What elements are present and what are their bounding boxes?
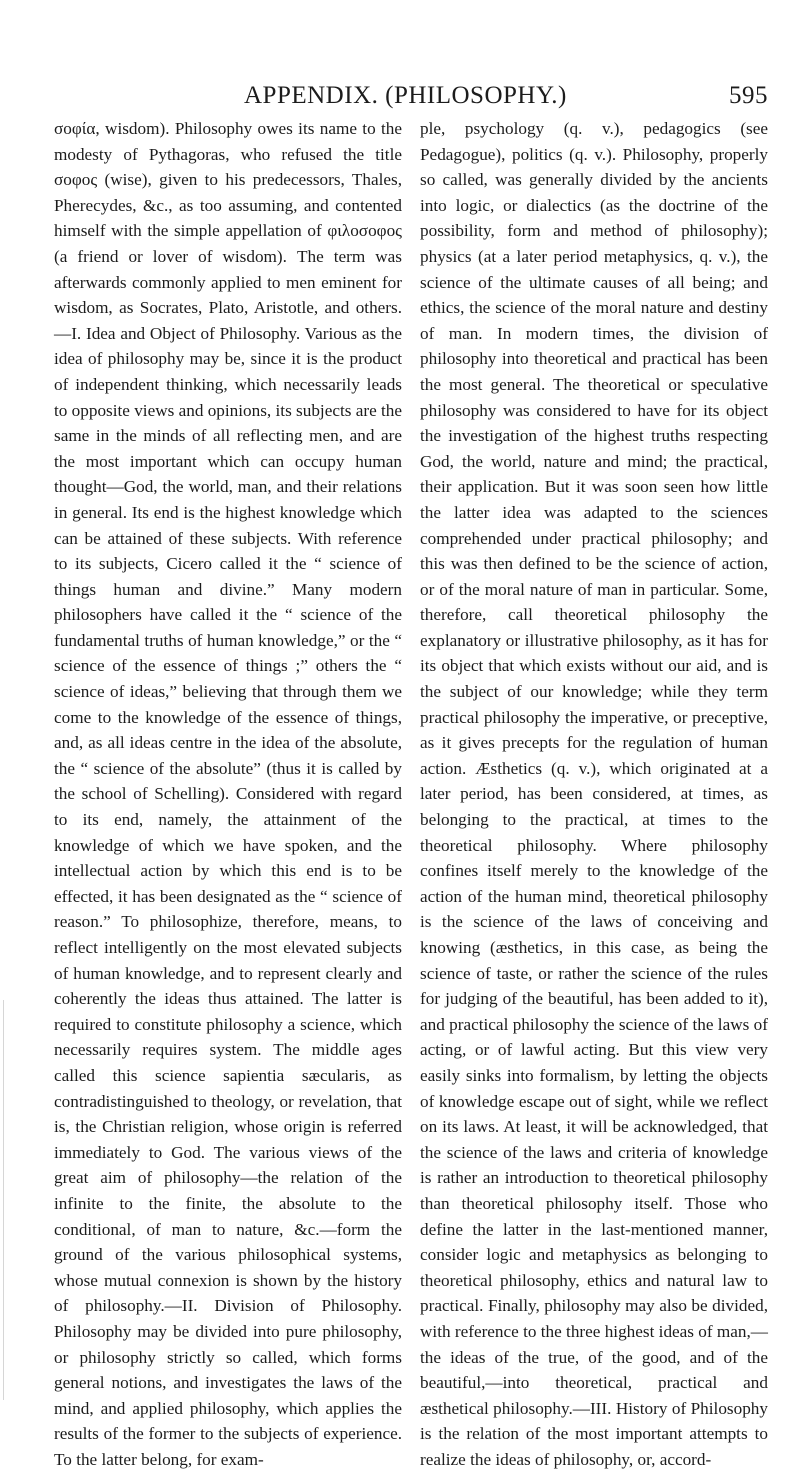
right-column-text: ple, psychology (q. v.), pedagogics (see Pedagogue), politics (q. v.). Philosophy, properly so called, was generally divided by the ancients into logic, or dialectics (as the doctrine of the possibility, form and method of philosophy); physics (at a later period metaphysics, q. v.), the science of the ultimate causes of all being; and ethics, the science of the moral nature and destiny of man. In modern times, the division of philosophy into theoretical and practical has been the most general. The theoretical or speculative philosophy was considered to have for its object the investigation of the highest truths respecting God, the world, nature and mind; the practical, their application. But it was soon seen how little the latter idea was adapted to the sciences comprehended under practical philosophy; and this was then defined to be the science of action, or of the moral nature of man in particular. Some, therefore, call theoretical philosophy the explanatory or illustrative philosophy, as it has for its object that which exists without our aid, and is the subject of our knowledge; while they term practical philosophy the imperative, or preceptive, as it gives precepts for the regulation of human action. Æsthetics (q. v.), which originated at a later period, has been considered, at times, as belonging to the practical, at times to the theoretical philosophy. Where philosophy confines itself merely to the knowledge of the action of the human mind, theoretical philosophy is the science of the laws of conceiving and knowing (æsthetics, in this case, as being the science of taste, or rather the science of the rules for judging of the beautiful, has been added to it), and practical philosophy the science of the laws of acting, or of lawful acting. But this view very easily sinks into formalism, by letting the objects of knowledge escape out of sight, while we reflect on its laws. At least, it will be acknowledged, that the science of the laws and criteria of knowledge is rather an introduction to theoretical philosophy than theoretical philosophy itself. Those who define the latter in the last-mentioned manner, consider logic and metaphysics as belonging to theoretical philosophy, ethics and natural law to practical. Finally, philosophy may also be divided, with reference to the three highest ideas of man,—the ideas of the true, of the good, and of the beautiful,—into theoretical, practical and æsthetical philosophy.—III. History of Philosophy is the relation of the most important attempts to realize the ideas of philosophy, or, accord- xyxy=(420,119,768,1469)
right-column xyxy=(420,116,768,1472)
running-title: APPENDIX. (PHILOSOPHY.) xyxy=(244,82,567,109)
running-header xyxy=(48,82,768,118)
page-number: 595 xyxy=(729,82,768,109)
scan-margin-line xyxy=(3,1000,4,1400)
left-column-text: σοφία, wisdom). Philosophy owes its name to the modesty of Pythagoras, who refused the title σοφος (wise), given to his predecessors, Thales, Pherecydes, &c., as too assuming, and contented himself with the simple appellation of φιλοσοφος (a friend or lover of wisdom). The term was afterwards commonly applied to men eminent for wisdom, as Socrates, Plato, Aristotle, and others.—I. Idea and Object of Philosophy. Various as the idea of philosophy may be, since it is the product of independent thinking, which necessarily leads to opposite views and opinions, its subjects are the same in the minds of all reflecting men, and are the most important which can occupy human thought—God, the world, man, and their relations in general. Its end is the highest knowledge which can be attained of these subjects. With reference to its subjects, Cicero called it the “ science of things human and divine.” Many modern philosophers have called it the “ science of the fundamental truths of human knowledge,” or the “ science of the essence of things ;” others the “ science of ideas,” believing that through them we come to the knowledge of the essence of things, and, as all ideas centre in the idea of the absolute, the “ science of the absolute” (thus it is called by the school of Schelling). Considered with regard to its end, namely, the attainment of the knowledge of which we have spoken, and the intellectual action by which this end is to be effected, it has been designated as the “ science of reason.” To philosophize, therefore, means, to reflect intelligently on the most elevated subjects of human knowledge, and to represent clearly and coherently the ideas thus attained. The latter is required to constitute philosophy a science, which necessarily requires system. The middle ages called this science sapientia sæcularis, as contradistinguished to theology, or revelation, that is, the Christian religion, whose origin is referred immediately to God. The various views of the great aim of philosophy—the relation of the infinite to the finite, the absolute to the conditional, of man to nature, &c.—form the ground of the various philosophical systems, whose mutual connexion is shown by the history of philosophy.—II. Division of Philosophy. Philosophy may be divided into pure philosophy, or philosophy strictly so called, which forms general notions, and investigates the laws of the mind, and applied philosophy, which applies the results of the former to the subjects of experience. To the latter belong, for exam- xyxy=(54,119,402,1469)
left-column xyxy=(54,116,402,1472)
